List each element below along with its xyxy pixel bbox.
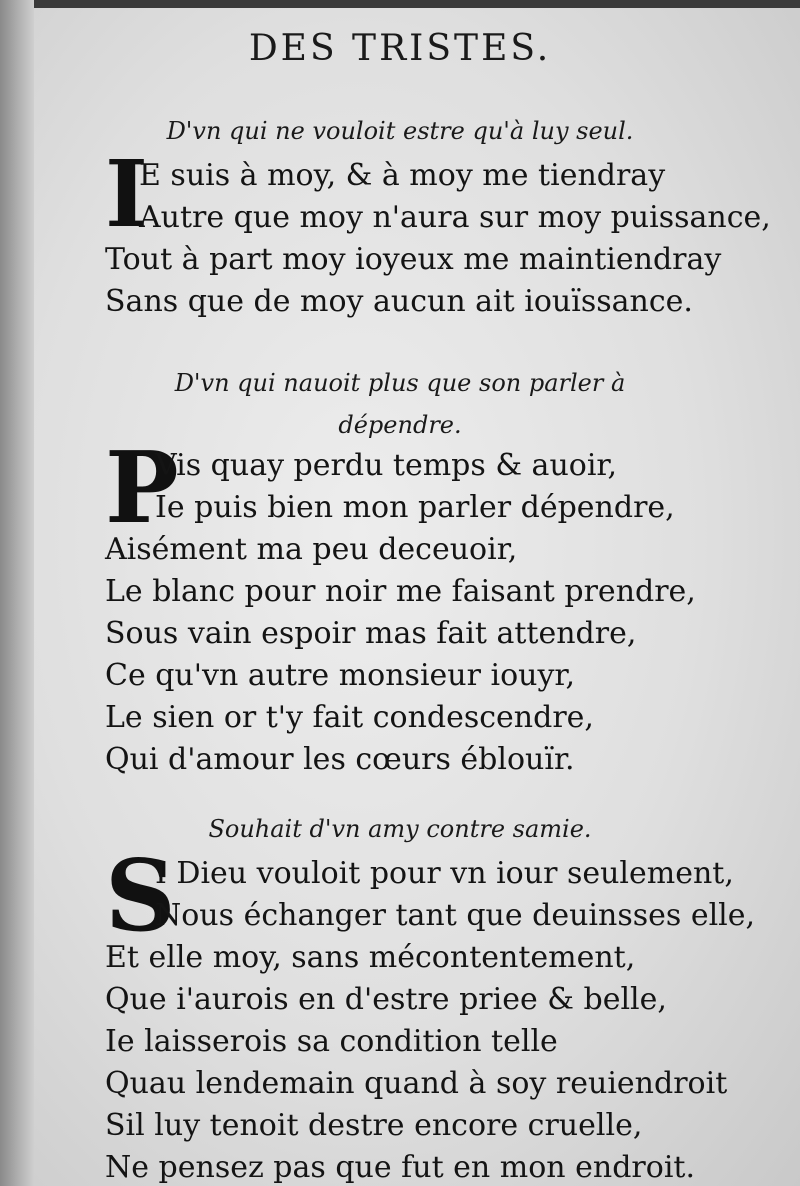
poem1-line-1: E suis à moy, & à moy me tiendray [139, 158, 666, 193]
poem1-dropcap: I [105, 140, 149, 248]
poem2-line-8: Qui d'amour les cœurs éblouïr. [105, 742, 575, 777]
poem1-title: D'vn qui ne vouloit estre qu'à luy seul. [166, 117, 634, 145]
poem2-title-line2: dépendre. [338, 411, 462, 439]
running-head: DES TRISTES. [248, 28, 552, 69]
poem3-title: Souhait d'vn amy contre samie. [208, 815, 592, 843]
poem2-line-6: Ce qu'vn autre monsieur iouyr, [105, 658, 575, 693]
poem3-line-5: Ie laisserois sa condition telle [105, 1024, 558, 1059]
poem2-line-3: Aisément ma peu deceuoir, [105, 532, 518, 567]
poem2-line-2: Ie puis bien mon parler dépendre, [155, 490, 675, 525]
poem3-line-8: Ne pensez pas que fut en mon endroit. [105, 1150, 696, 1185]
poem2-dropcap: P [105, 431, 179, 546]
poem3-line-1: I Dieu vouloit pour vn iour seulement, [155, 856, 734, 891]
poem1-line-4: Sans que de moy aucun ait iouïssance. [105, 284, 693, 319]
poem2-stanza [105, 445, 795, 781]
poem2-line-1: Vis quay perdu temps & auoir, [155, 448, 617, 483]
poem3-line-6: Quau lendemain quand à soy reuiendroit [105, 1066, 728, 1101]
poem3-line-4: Que i'aurois en d'estre priee & belle, [105, 982, 667, 1017]
poem2-line-5: Sous vain espoir mas fait attendre, [105, 616, 637, 651]
poem3-line-3: Et elle moy, sans mécontentement, [105, 940, 636, 975]
poem3-stanza [105, 853, 795, 1186]
poem2-line-7: Le sien or t'y fait condescendre, [105, 700, 594, 735]
page-top-shadow [0, 0, 800, 8]
poem1-line-3: Tout à part moy ioyeux me maintiendray [105, 242, 722, 277]
poem3-line-7: Sil luy tenoit destre encore cruelle, [105, 1108, 643, 1143]
poem1-line-2: Autre que moy n'aura sur moy puissance, [139, 200, 771, 235]
poem3-dropcap: S [105, 839, 176, 954]
poem1-stanza [105, 155, 795, 323]
page-gutter-shadow [0, 0, 34, 1186]
poem2-line-4: Le blanc pour noir me faisant prendre, [105, 574, 696, 609]
poem2-title-line1: D'vn qui nauoit plus que son parler à [174, 369, 626, 397]
bleed-through-mark [470, 60, 770, 120]
poem3-line-2: Nous échanger tant que deuinsses elle, [155, 898, 756, 933]
